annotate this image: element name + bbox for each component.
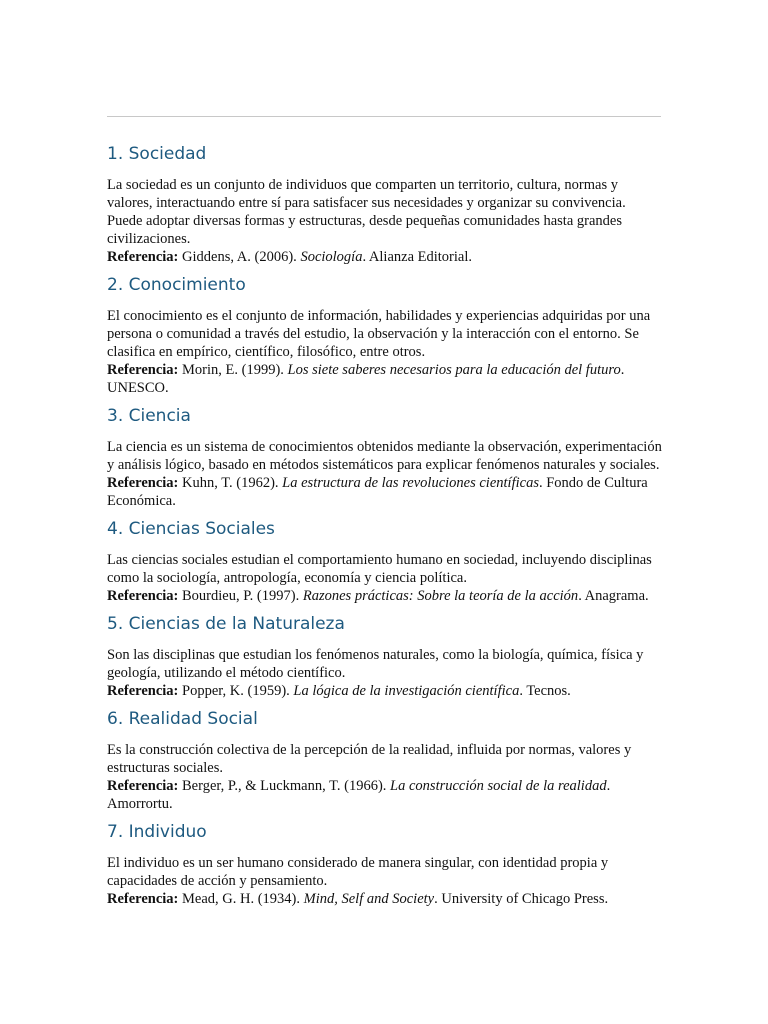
reference-publisher: . Amorrortu. bbox=[107, 778, 611, 812]
reference-line bbox=[107, 361, 663, 397]
reference-author: Bourdieu, P. (1997). bbox=[178, 588, 303, 604]
reference-publisher: . Tecnos. bbox=[519, 683, 571, 699]
document-content bbox=[107, 141, 663, 908]
reference-publisher: . UNESCO. bbox=[107, 362, 625, 396]
section-body: La sociedad es un conjunto de individuos que comparten un territorio, cultura, normas y valores, interactuando entre sí para satisfacer sus necesidades y organizar su convivencia. Puede adoptar diversas formas y estructuras, desde pequeñas comunidades hasta grandes civilizaciones. bbox=[107, 177, 626, 247]
section-ciencias-naturaleza bbox=[107, 611, 663, 700]
reference-label: Referencia: bbox=[107, 778, 179, 794]
section-conocimiento bbox=[107, 272, 663, 397]
reference-label: Referencia: bbox=[107, 588, 179, 604]
section-ciencias-sociales bbox=[107, 516, 663, 605]
reference-label: Referencia: bbox=[107, 891, 179, 907]
section-heading: 2. Conocimiento bbox=[107, 275, 246, 295]
reference-publisher: . Alianza Editorial. bbox=[362, 249, 472, 265]
reference-line bbox=[107, 682, 663, 700]
section-heading: 1. Sociedad bbox=[107, 144, 207, 164]
section-heading: 6. Realidad Social bbox=[107, 709, 258, 729]
reference-line bbox=[107, 587, 663, 605]
reference-author: Popper, K. (1959). bbox=[178, 683, 294, 699]
reference-author: Giddens, A. (2006). bbox=[178, 249, 301, 265]
section-realidad-social bbox=[107, 706, 663, 813]
section-body: La ciencia es un sistema de conocimientos obtenidos mediante la observación, experimentación y análisis lógico, basado en métodos sistemáticos para explicar fenómenos naturales y sociales. bbox=[107, 439, 662, 473]
reference-author: Berger, P., & Luckmann, T. (1966). bbox=[178, 778, 391, 794]
reference-author: Kuhn, T. (1962). bbox=[178, 475, 283, 491]
reference-label: Referencia: bbox=[107, 683, 179, 699]
reference-publisher: . University of Chicago Press. bbox=[434, 891, 609, 907]
reference-title: Razones prácticas: Sobre la teoría de la acción bbox=[302, 588, 579, 604]
reference-title: Mind, Self and Society bbox=[303, 891, 435, 907]
section-heading: 3. Ciencia bbox=[107, 406, 191, 426]
reference-line bbox=[107, 777, 663, 813]
header-divider bbox=[107, 116, 661, 117]
reference-title: La construcción social de la realidad bbox=[390, 778, 607, 794]
reference-title: La lógica de la investigación científica bbox=[293, 683, 520, 699]
reference-title: La estructura de las revoluciones científicas bbox=[282, 475, 539, 491]
section-body: Es la construcción colectiva de la percepción de la realidad, influida por normas, valores y estructuras sociales. bbox=[107, 742, 632, 776]
reference-label: Referencia: bbox=[107, 362, 179, 378]
reference-publisher: . Fondo de Cultura Económica. bbox=[107, 475, 648, 509]
section-body: Son las disciplinas que estudian los fenómenos naturales, como la biología, química, física y geología, utilizando el método científico. bbox=[107, 647, 644, 681]
section-heading: 4. Ciencias Sociales bbox=[107, 519, 275, 539]
reference-line bbox=[107, 890, 663, 908]
reference-line bbox=[107, 248, 663, 266]
section-body: El conocimiento es el conjunto de información, habilidades y experiencias adquiridas por una persona o comunidad a través del estudio, la observación y la interacción con el entorno. Se clasifica en empírico, científico, filosófico, entre otros. bbox=[107, 308, 651, 360]
reference-author: Morin, E. (1999). bbox=[178, 362, 288, 378]
section-sociedad bbox=[107, 141, 663, 266]
section-heading: 5. Ciencias de la Naturaleza bbox=[107, 614, 345, 634]
section-heading: 7. Individuo bbox=[107, 822, 207, 842]
reference-publisher: . Anagrama. bbox=[578, 588, 649, 604]
section-body: El individuo es un ser humano considerado de manera singular, con identidad propia y capacidades de acción y pensamiento. bbox=[107, 855, 609, 889]
section-ciencia bbox=[107, 403, 663, 510]
reference-line bbox=[107, 474, 663, 510]
reference-title: Los siete saberes necesarios para la educación del futuro bbox=[287, 362, 621, 378]
reference-label: Referencia: bbox=[107, 249, 179, 265]
reference-author: Mead, G. H. (1934). bbox=[178, 891, 304, 907]
section-individuo bbox=[107, 819, 663, 908]
reference-title: Sociología bbox=[300, 249, 363, 265]
section-body: Las ciencias sociales estudian el comportamiento humano en sociedad, incluyendo disciplinas como la sociología, antropología, economía y ciencia política. bbox=[107, 552, 652, 586]
reference-label: Referencia: bbox=[107, 475, 179, 491]
